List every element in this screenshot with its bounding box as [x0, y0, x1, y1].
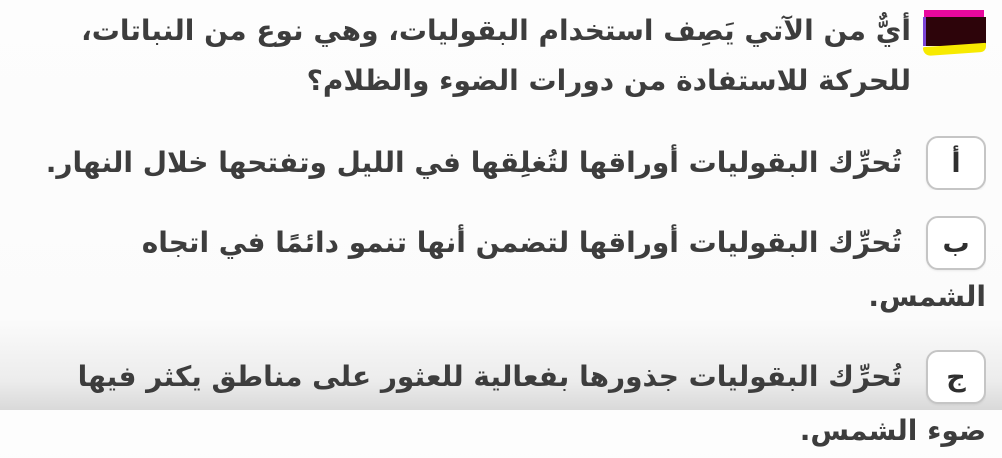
option-row-a[interactable] [22, 136, 986, 190]
option-letter-box-b[interactable] [926, 216, 986, 270]
option-letter-b: ب [942, 227, 970, 259]
redaction-sticker [923, 10, 986, 55]
option-letter-a: أ [951, 147, 961, 179]
option-text-c: تُحرِّك البقوليات جذورها بفعالية للعثور على مناطق يكثر فيها ضوء الشمس. [77, 360, 986, 447]
option-row-c[interactable] [22, 350, 986, 458]
redaction-top-stripe [924, 10, 984, 17]
question-block [22, 6, 986, 106]
option-letter-box-a[interactable] [926, 136, 986, 190]
option-row-b[interactable] [22, 216, 986, 324]
option-text-b: تُحرِّك البقوليات أوراقها لتضمن أنها تنمو دائمًا في اتجاه الشمس. [141, 226, 986, 313]
question-text: أيٌّ من الآتي يَصِف استخدام البقوليات، وهي نوع من النباتات، للحركة للاستفادة من دورات الضوء والظلام؟ [81, 14, 911, 97]
redaction-body [923, 17, 986, 46]
option-letter-c: ج [946, 361, 966, 393]
option-letter-box-c[interactable] [926, 350, 986, 404]
option-text-a: تُحرِّك البقوليات أوراقها لتُغلِقها في الليل وتفتحها خلال النهار. [45, 146, 902, 179]
